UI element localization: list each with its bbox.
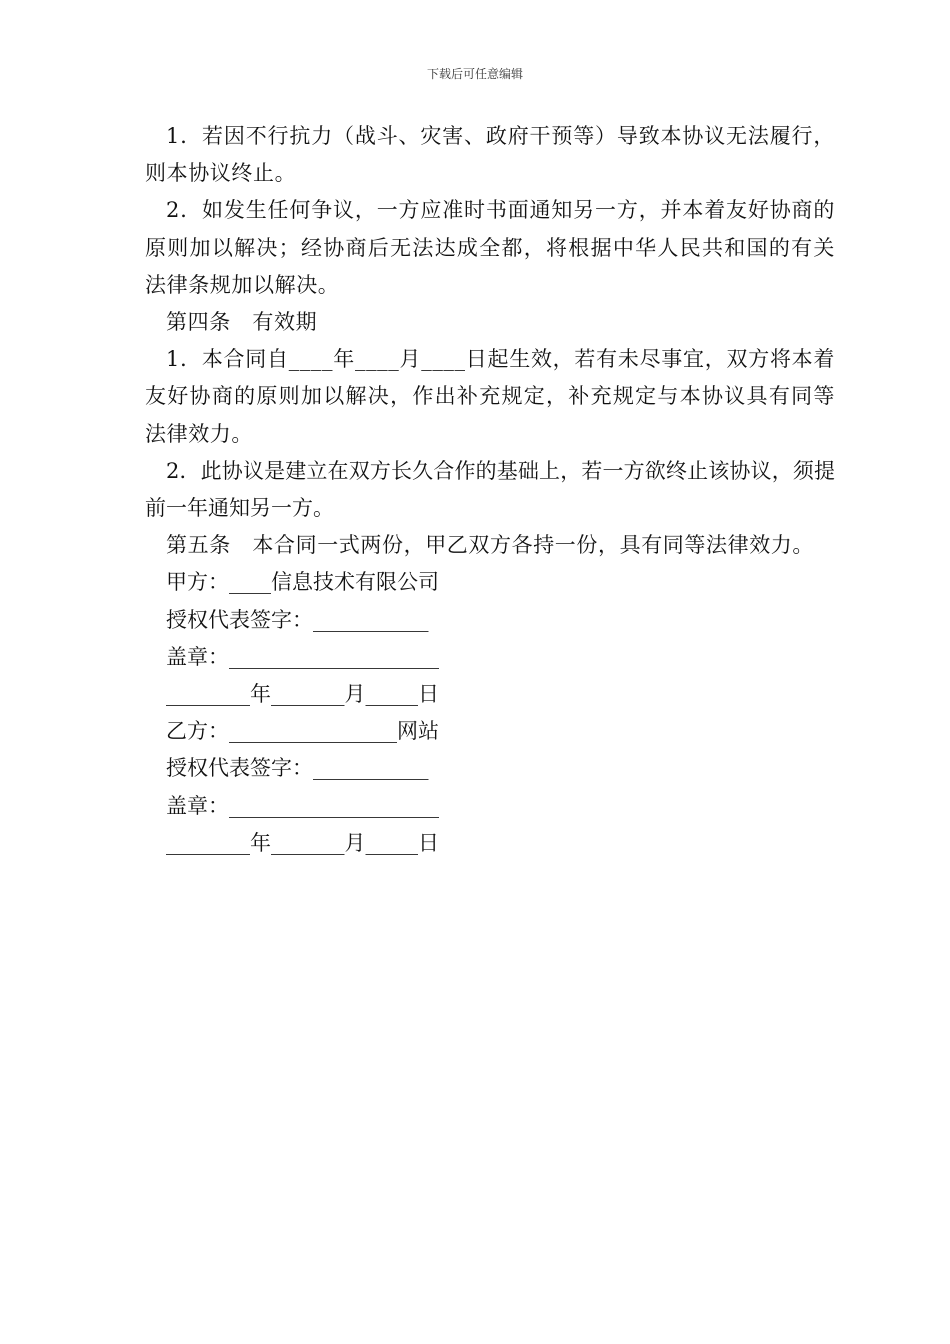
article-4-heading: 第四条 有效期 <box>166 310 318 335</box>
article-5: 第五条 本合同一式两份，甲乙双方各持一份，具有同等法律效力。 <box>166 533 814 558</box>
party-b-date: ________年_______月_____日 <box>166 830 439 855</box>
party-b-seal: 盖章：____________________ <box>166 793 439 818</box>
clause-effective-date: 1．本合同自____年____月____日起生效，若有未尽事宜，双方将本着友好协商的原则加以解决，作出补充规定，补充规定与本协议具有同等法律效力。 <box>145 347 835 446</box>
party-a-date: ________年_______月_____日 <box>166 682 439 707</box>
clause-dispute: 2．如发生任何争议，一方应准时书面通知另一方，并本着友好协商的原则加以解决；经协商后无法达成全都，将根据中华人民共和国的有关法律条规加以解决。 <box>145 198 835 297</box>
page-header: 下载后可任意编辑 <box>426 67 523 81</box>
clause-termination: 2．此协议是建立在双方长久合作的基础上，若一方欲终止该协议，须提前一年通知另一方。 <box>145 458 835 521</box>
signature-block <box>145 564 835 862</box>
party-b-name: 乙方：________________网站 <box>166 719 439 744</box>
party-a-representative: 授权代表签字：___________ <box>166 607 429 632</box>
document-body <box>145 118 835 862</box>
clause-force-majeure: 1．若因不行抗力（战斗、灾害、政府干预等）导致本协议无法履行，则本协议终止。 <box>145 124 835 186</box>
party-b-representative: 授权代表签字：___________ <box>166 756 429 781</box>
party-a-name: 甲方：____信息技术有限公司 <box>166 570 439 595</box>
party-a-seal: 盖章：____________________ <box>166 644 439 669</box>
